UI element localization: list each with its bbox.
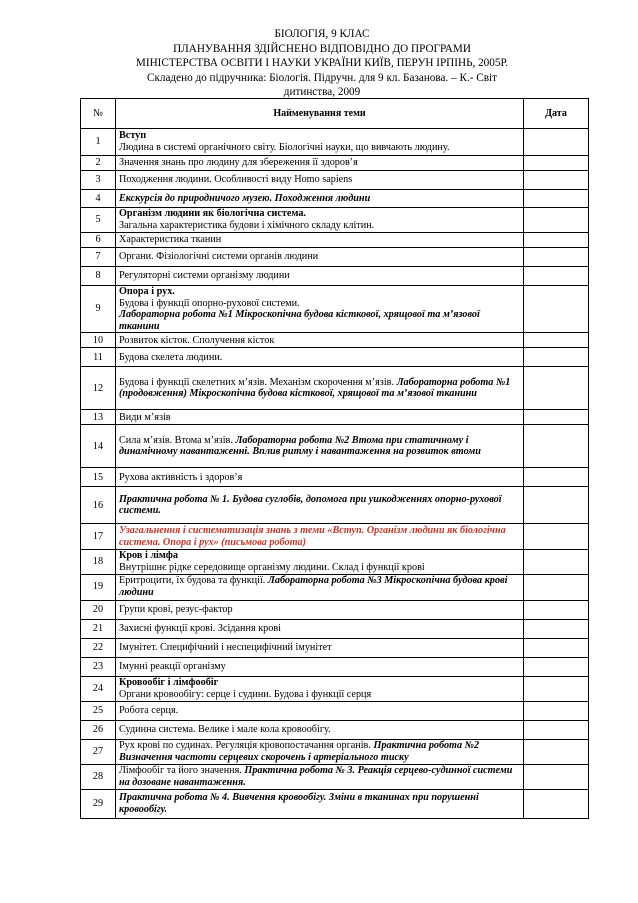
- topic-text: Судинна система. Велике і мале кола кровообігу.: [119, 723, 331, 735]
- row-topic: [116, 367, 524, 410]
- table-row: [81, 524, 589, 550]
- row-topic: [116, 348, 524, 367]
- row-topic: [116, 468, 524, 487]
- table-row: [81, 190, 589, 208]
- topic-text: Будова скелета людини.: [119, 351, 223, 363]
- section-title: Організм людини як біологічна система.: [119, 208, 306, 220]
- row-topic: [116, 600, 524, 619]
- table-row: [81, 248, 589, 267]
- row-number: 20: [81, 600, 116, 619]
- topic-text: Будова і функції опорно-рухової системи.: [119, 297, 300, 309]
- row-topic: [116, 333, 524, 348]
- row-number: 26: [81, 720, 116, 739]
- header-textbook-line: Складено до підручника: Біологія. Підручн. для 9 кл. Базанова. – К.- Світ: [146, 71, 498, 84]
- topic-text: Робота серця.: [119, 704, 179, 716]
- work-title: Лабораторна робота №1 (продовження) Мікроскопічна будова кісткової, хрящової та м’язової тканини: [119, 376, 511, 400]
- table-row: [81, 208, 589, 233]
- topic-text: Органи. Фізіологічні системи органів людини: [119, 251, 319, 263]
- topic-text: Захисні функції крові. Зсідання крові: [119, 622, 281, 634]
- row-date: [524, 676, 589, 701]
- row-number: 25: [81, 701, 116, 720]
- header-subject: БІОЛОГІЯ, 9 КЛАС: [274, 28, 370, 40]
- column-header-number: №: [81, 99, 116, 129]
- row-date: [524, 286, 589, 333]
- row-topic: [116, 190, 524, 208]
- row-topic: [116, 789, 524, 818]
- row-number: 19: [81, 574, 116, 600]
- topic-text: Загальна характеристика будови і хімічного складу клітин.: [119, 220, 375, 231]
- work-title: Лабораторна робота №3 Мікроскопічна будова крові людини: [119, 575, 508, 599]
- row-topic: [116, 171, 524, 190]
- table-row: [81, 676, 589, 701]
- row-date: [524, 267, 589, 286]
- row-topic: [116, 286, 524, 333]
- row-topic: [116, 676, 524, 701]
- row-date: [524, 129, 589, 156]
- work-title: Лабораторна робота №2 Втома при статичному і динамічному навантаженні. Вплив ритму і навантаження на розвиток втоми: [119, 434, 481, 458]
- row-topic: [116, 233, 524, 248]
- column-header-topic: Найменування теми: [116, 99, 524, 129]
- row-topic: [116, 550, 524, 574]
- row-number: 5: [81, 208, 116, 233]
- row-date: [524, 248, 589, 267]
- row-topic: [116, 524, 524, 550]
- row-topic: [116, 657, 524, 676]
- row-number: 3: [81, 171, 116, 190]
- row-topic: [116, 425, 524, 468]
- table-row: [81, 367, 589, 410]
- row-number: 1: [81, 129, 116, 156]
- section-title: Вступ: [119, 130, 147, 142]
- topic-text: Розвиток кісток. Сполучення кісток: [119, 334, 275, 346]
- row-date: [524, 425, 589, 468]
- lesson-plan-table: [80, 98, 589, 819]
- topic-text: Органи кровообігу: серце і судини. Будова і функції серця: [119, 688, 372, 700]
- work-title: Екскурсія до природничого музею. Походження людини: [119, 192, 371, 204]
- table-body: [81, 129, 589, 819]
- topic-text: Рух крові по судинах. Регуляція кровопостачання органів.: [119, 739, 374, 751]
- row-date: [524, 550, 589, 574]
- row-date: [524, 190, 589, 208]
- row-number: 21: [81, 619, 116, 638]
- row-topic: [116, 739, 524, 764]
- topic-text: Сила м’язів. Втома м’язів.: [119, 434, 236, 446]
- row-date: [524, 701, 589, 720]
- table-row: [81, 638, 589, 657]
- table-row: [81, 720, 589, 739]
- row-number: 28: [81, 764, 116, 789]
- row-number: 6: [81, 233, 116, 248]
- table-row: [81, 348, 589, 367]
- work-title: Лабораторна робота №1 Мікроскопічна будова кісткової, хрящової та м’язової тканини: [119, 309, 480, 332]
- row-topic: [116, 638, 524, 657]
- table-row: [81, 739, 589, 764]
- row-date: [524, 468, 589, 487]
- topic-text: Походження людини. Особливості виду Homo sapiens: [119, 174, 353, 186]
- row-number: 23: [81, 657, 116, 676]
- row-number: 2: [81, 156, 116, 171]
- row-date: [524, 764, 589, 789]
- row-number: 27: [81, 739, 116, 764]
- row-number: 12: [81, 367, 116, 410]
- row-number: 13: [81, 410, 116, 425]
- table-row: [81, 129, 589, 156]
- row-topic: [116, 487, 524, 524]
- row-date: [524, 638, 589, 657]
- row-number: 22: [81, 638, 116, 657]
- topic-text: Рухова активність і здоров’я: [119, 471, 243, 483]
- table-row: [81, 487, 589, 524]
- table-row: [81, 333, 589, 348]
- table-row: [81, 600, 589, 619]
- work-title: Практична робота № 3. Реакція серцево-судинної системи на дозоване навантаження.: [119, 764, 513, 788]
- work-title: Узагальнення і систематизація знань з теми «Вступ. Організм людини як біологічна система. Опора і рух» (письмова робота): [119, 525, 506, 548]
- row-date: [524, 487, 589, 524]
- row-date: [524, 524, 589, 550]
- row-date: [524, 789, 589, 818]
- table-row: [81, 789, 589, 818]
- topic-text: Будова і функції скелетних м’язів. Механізм скорочення м’язів.: [119, 376, 397, 388]
- table-row: [81, 619, 589, 638]
- section-title: Кровообіг і лімфообіг: [119, 676, 219, 688]
- work-title: Практична робота №2 Визначення частоти серцевих скорочень і артеріального тиску: [119, 739, 480, 763]
- table-row: [81, 410, 589, 425]
- topic-text: Людина в системі органічного світу. Біологічні науки, що вивчають людину.: [119, 142, 450, 153]
- row-date: [524, 619, 589, 638]
- row-topic: [116, 248, 524, 267]
- topic-text: Еритроцити, їх будова та функції.: [119, 575, 268, 587]
- topic-text: Значення знань про людину для збереження її здоров’я: [119, 157, 358, 169]
- table-row: [81, 701, 589, 720]
- row-topic: [116, 701, 524, 720]
- table-row: [81, 156, 589, 171]
- topic-text: Характеристика тканин: [119, 234, 222, 246]
- row-date: [524, 208, 589, 233]
- row-topic: [116, 410, 524, 425]
- table-row: [81, 657, 589, 676]
- row-number: 10: [81, 333, 116, 348]
- row-date: [524, 410, 589, 425]
- topic-text: Імунітет. Специфічний і неспецифічний імунітет: [119, 641, 332, 653]
- row-date: [524, 600, 589, 619]
- row-number: 17: [81, 524, 116, 550]
- row-date: [524, 574, 589, 600]
- row-topic: [116, 208, 524, 233]
- row-date: [524, 720, 589, 739]
- table-row: [81, 764, 589, 789]
- row-topic: [116, 720, 524, 739]
- table-row: [81, 267, 589, 286]
- header-planning-line: ПЛАНУВАННЯ ЗДІЙСНЕНО ВІДПОВІДНО ДО ПРОГРАМИ: [173, 42, 471, 55]
- row-date: [524, 171, 589, 190]
- row-number: 16: [81, 487, 116, 524]
- row-date: [524, 333, 589, 348]
- row-topic: [116, 574, 524, 600]
- topic-text: Види м’язів: [119, 411, 171, 423]
- row-topic: [116, 129, 524, 156]
- column-header-date: Дата: [524, 99, 589, 129]
- header-publisher-line: дитинства, 2009: [283, 86, 361, 99]
- row-date: [524, 156, 589, 171]
- table-row: [81, 468, 589, 487]
- row-date: [524, 367, 589, 410]
- document-header: [82, 27, 562, 100]
- table-row: [81, 286, 589, 333]
- row-number: 24: [81, 676, 116, 701]
- section-title: Кров і лімфа: [119, 550, 178, 562]
- row-date: [524, 233, 589, 248]
- work-title: Практична робота № 1. Будова суглобів, допомога при ушкодженнях опорно-рухової системи.: [119, 493, 502, 517]
- row-date: [524, 348, 589, 367]
- table-row: [81, 233, 589, 248]
- table-row: [81, 574, 589, 600]
- table-row: [81, 425, 589, 468]
- row-number: 8: [81, 267, 116, 286]
- topic-text: Лімфообіг та його значення.: [119, 764, 245, 776]
- row-number: 9: [81, 286, 116, 333]
- section-title: Опора і рух.: [119, 286, 175, 297]
- topic-text: Внутрішнє рідке середовище організму людини. Склад і функції крові: [119, 561, 425, 573]
- table-header-row: [81, 99, 589, 129]
- row-number: 15: [81, 468, 116, 487]
- row-topic: [116, 156, 524, 171]
- row-topic: [116, 619, 524, 638]
- table-row: [81, 171, 589, 190]
- table-row: [81, 550, 589, 574]
- row-number: 14: [81, 425, 116, 468]
- row-date: [524, 739, 589, 764]
- row-number: 29: [81, 789, 116, 818]
- topic-text: Регуляторні системи організму людини: [119, 270, 290, 282]
- row-number: 11: [81, 348, 116, 367]
- topic-text: Імунні реакції організму: [119, 660, 226, 672]
- row-date: [524, 657, 589, 676]
- work-title: Практична робота № 4. Вивчення кровообігу. Зміни в тканинах при порушенні кровообігу.: [119, 791, 479, 815]
- row-number: 18: [81, 550, 116, 574]
- topic-text: Групи крові, резус-фактор: [119, 603, 233, 615]
- row-topic: [116, 764, 524, 789]
- row-number: 7: [81, 248, 116, 267]
- row-number: 4: [81, 190, 116, 208]
- row-topic: [116, 267, 524, 286]
- header-ministry-line: МІНІСТЕРСТВА ОСВІТИ І НАУКИ УКРАЇНИ КИЇВ, ПЕРУН ІРПІНЬ, 2005Р.: [135, 57, 509, 70]
